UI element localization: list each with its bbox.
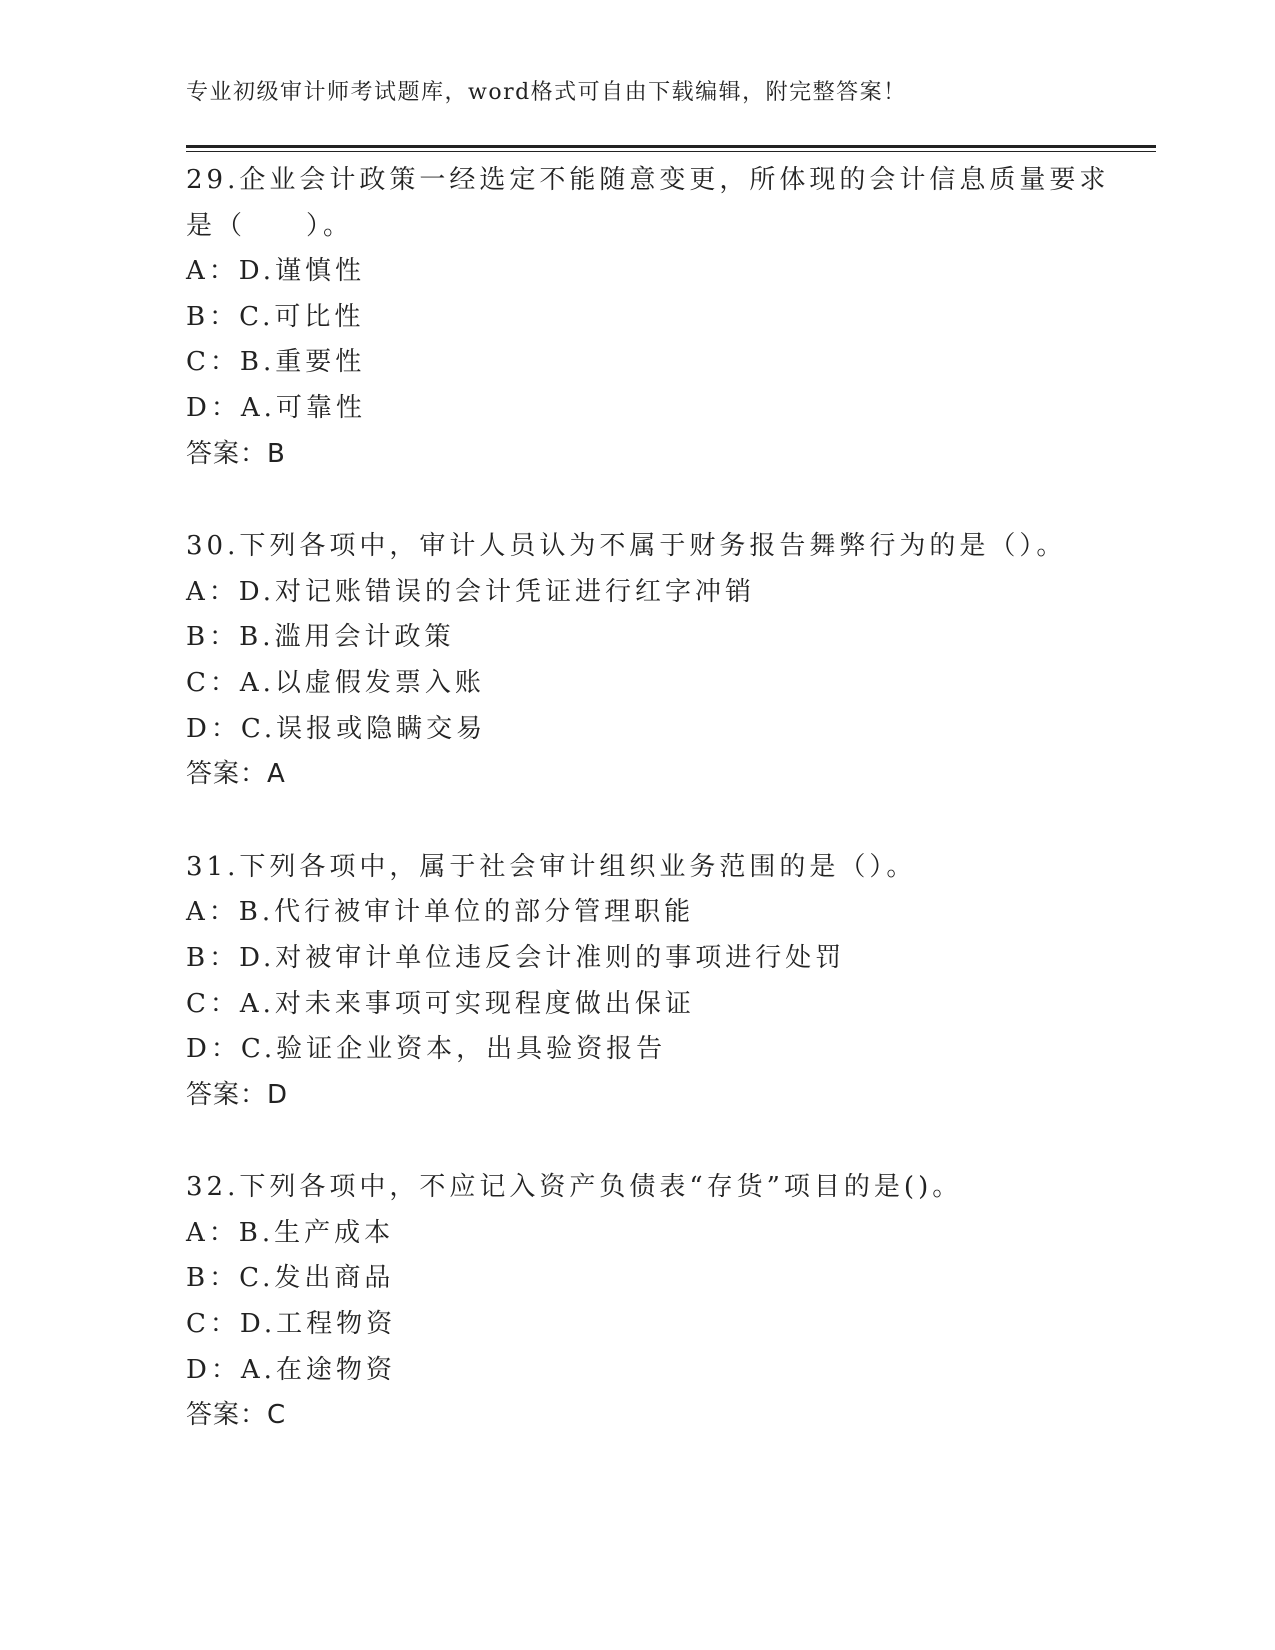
- question-31: [186, 845, 1156, 1119]
- option-c: C：A.以虚假发票入账: [186, 667, 485, 698]
- answer-line: 答案：A: [186, 759, 286, 790]
- option-b: B：B.滥用会计政策: [186, 622, 455, 653]
- option-b: B：C.可比性: [186, 301, 365, 332]
- question-32: [186, 1165, 1156, 1439]
- option-a: A：D.谨慎性: [186, 256, 365, 287]
- option-a: A：B.生产成本: [186, 1217, 395, 1248]
- option-d: D：C.验证企业资本，出具验资报告: [186, 1034, 667, 1065]
- question-29: [186, 158, 1156, 477]
- option-d: D：A.可靠性: [186, 392, 366, 423]
- question-stem: 32.下列各项中，不应记入资产负债表“存货”项目的是()。: [186, 1172, 963, 1203]
- page-header: 专业初级审计师考试题库，word格式可自由下载编辑，附完整答案！: [186, 80, 907, 105]
- option-c: C：B.重要性: [186, 347, 366, 378]
- question-stem: 29.企业会计政策一经选定不能随意变更，所体现的会计信息质量要求: [186, 165, 1110, 195]
- option-b: B：D.对被审计单位违反会计准则的事项进行处罚: [186, 942, 846, 973]
- header-divider-thin: [186, 151, 1156, 152]
- answer-line: 答案：C: [186, 1400, 287, 1431]
- option-a: A：D.对记账错误的会计凭证进行红字冲销: [186, 576, 755, 607]
- option-a: A：B.代行被审计单位的部分管理职能: [186, 897, 695, 928]
- question-30: [186, 524, 1156, 798]
- question-stem-continued: 是（ ）。: [186, 210, 354, 241]
- header-divider-thick: [186, 145, 1156, 148]
- option-b: B：C.发出商品: [186, 1263, 395, 1294]
- answer-line: 答案：D: [186, 1079, 289, 1110]
- option-d: D：C.误报或隐瞒交易: [186, 713, 487, 744]
- question-stem: 30.下列各项中，审计人员认为不属于财务报告舞弊行为的是（）。: [186, 531, 1067, 562]
- option-c: C：A.对未来事项可实现程度做出保证: [186, 988, 695, 1019]
- option-c: C：D.工程物资: [186, 1309, 397, 1340]
- answer-line: 答案：B: [186, 438, 286, 469]
- option-d: D：A.在途物资: [186, 1354, 396, 1385]
- question-list: [186, 158, 1156, 1486]
- question-stem: 31.下列各项中，属于社会审计组织业务范围的是（）。: [186, 851, 917, 882]
